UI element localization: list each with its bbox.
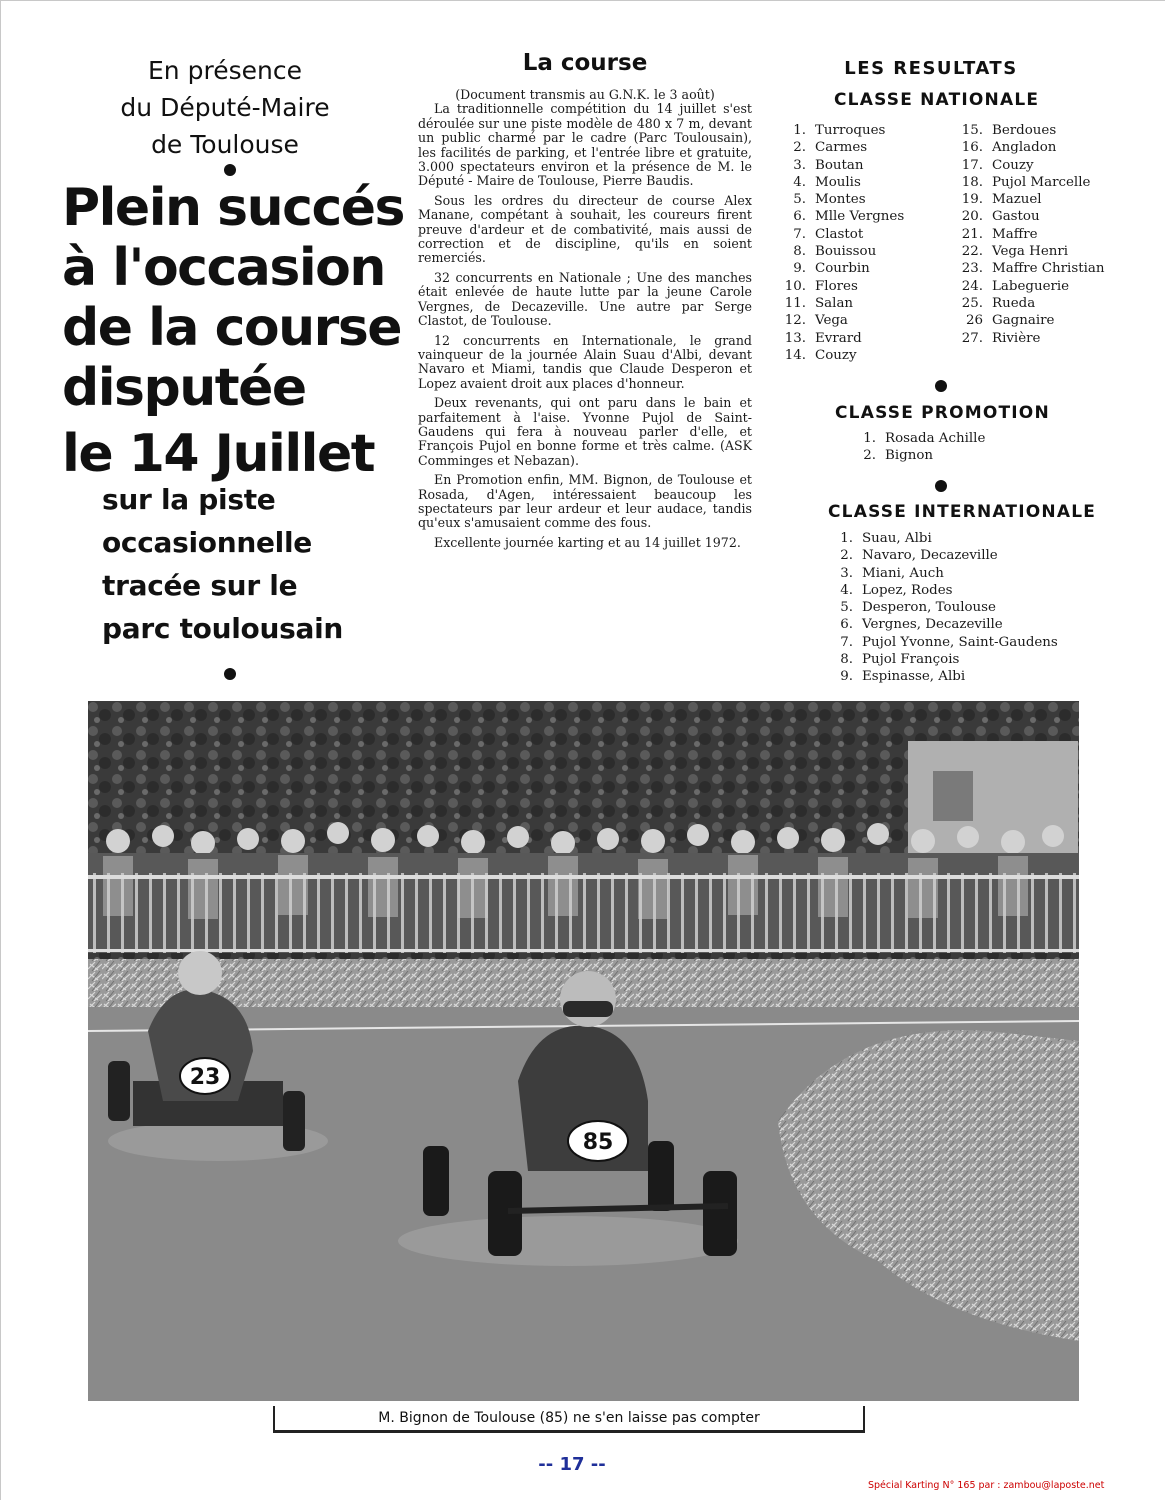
subhead-line: parc toulousain xyxy=(102,612,344,645)
driver-name: Gastou xyxy=(992,209,1040,225)
rank: 5. xyxy=(793,192,806,208)
page-border-top xyxy=(0,0,1165,1)
rank: 10. xyxy=(784,278,806,294)
result-row xyxy=(960,157,1105,174)
driver-name: Mazuel xyxy=(992,192,1042,208)
rank: 7. xyxy=(840,634,853,650)
intro-line: de Toulouse xyxy=(151,130,299,159)
result-row xyxy=(960,226,1105,243)
rank: 18. xyxy=(961,174,983,190)
driver-name: Espinasse, Albi xyxy=(862,669,966,685)
result-row xyxy=(782,226,904,243)
driver-name: Suau, Albi xyxy=(862,531,932,546)
rank: 1. xyxy=(793,123,806,138)
driver-name: Berdoues xyxy=(992,123,1057,138)
internationale-list xyxy=(815,530,1058,686)
driver-name: Angladon xyxy=(992,140,1057,156)
result-row xyxy=(782,243,904,260)
result-row xyxy=(815,634,1058,651)
article-paragraph: 12 concurrents en Internationale, le grand vainqueur de la journée Alain Suau d'Albi, devant Navaro et Miami, tandis que Claude Desperon et Lopez avaient droit aux places d'honneur. xyxy=(418,332,752,391)
result-row xyxy=(836,447,985,464)
photo-caption: M. Bignon de Toulouse (85) ne s'en laisse pas compter xyxy=(273,1406,865,1433)
article-paragraph: En Promotion enfin, MM. Bignon, de Toulouse et Rosada, d'Agen, intéressaient beaucoup les spectateurs par leur ardeur et leur audace, tandis qu'eux s'amusaient comme des fous. xyxy=(418,472,752,531)
driver-name: Boutan xyxy=(815,157,864,173)
driver-name: Bignon xyxy=(885,448,934,464)
rank: 27. xyxy=(961,330,983,346)
driver-name: Bouissou xyxy=(815,244,877,260)
promotion-title: CLASSE PROMOTION xyxy=(835,403,1050,423)
article-paragraph: Deux revenants, qui ont paru dans le bain et parfaitement à l'aise. Yvonne Pujol de Saint-Gaudens qui fera à nouveau parler d'elle, et François Pujol en bonne forme et très calme. (ASK Comminges et Nebazan). xyxy=(418,395,752,468)
rank: 8. xyxy=(840,652,853,668)
driver-name: Flores xyxy=(815,278,858,294)
headline-line: disputée xyxy=(62,358,306,418)
result-row xyxy=(815,616,1058,633)
rank: 9. xyxy=(840,669,853,685)
article-paragraph: 32 concurrents en Nationale ; Une des manches était enlevée de haute lutte par la jeune Carole Vergnes, de Decazeville. Une autre par Serge Clastot, de Toulouse. xyxy=(418,269,752,329)
rank: 1. xyxy=(863,431,876,446)
rank: 21. xyxy=(961,226,983,242)
rank: 11. xyxy=(784,295,806,311)
results-title: LES RESULTATS xyxy=(844,58,1018,79)
internationale-title: CLASSE INTERNATIONALE xyxy=(828,502,1097,522)
headline-line: à l'occasion xyxy=(62,238,385,298)
headline-line: le 14 Juillet xyxy=(62,424,375,484)
result-row xyxy=(960,191,1105,208)
result-row xyxy=(782,122,904,139)
page-number: -- 17 -- xyxy=(538,1454,606,1475)
headline xyxy=(62,178,412,484)
result-row xyxy=(836,430,985,447)
footer-credit: Spécial Karting N° 165 par : zambou@laposte.net xyxy=(868,1480,1105,1491)
article-body xyxy=(418,88,752,555)
rank: 24. xyxy=(961,278,983,294)
result-row xyxy=(782,330,904,347)
result-row xyxy=(782,260,904,277)
result-row xyxy=(782,347,904,364)
rank: 3. xyxy=(793,157,806,173)
driver-name: Turroques xyxy=(815,123,886,138)
result-row xyxy=(960,139,1105,156)
driver-name: Vergnes, Decazeville xyxy=(862,617,1003,633)
rank: 9. xyxy=(793,261,806,277)
driver-name: Vega Henri xyxy=(992,244,1069,260)
driver-name: Courbin xyxy=(815,261,870,277)
subhead-line: tracée sur le xyxy=(102,569,298,602)
driver-name: Rivière xyxy=(992,330,1041,346)
article-paragraph: La traditionnelle compétition du 14 juillet s'est déroulée sur une piste modèle de 480 x 7 m, devant un public charmé par le cadre (Parc Toulousain), les facilités de parking, et l'entrée libre et gratuite, 3.000 spectateurs environ et la présence de M. le Député - Maire de Toulouse, Pierre Baudis. xyxy=(418,101,752,189)
result-row xyxy=(960,278,1105,295)
headline-line: Plein succés xyxy=(62,178,404,238)
result-row xyxy=(815,599,1058,616)
article-paragraph: Excellente journée karting et au 14 juillet 1972. xyxy=(434,534,741,550)
driver-name: Gagnaire xyxy=(992,313,1055,329)
kart-number-85: 85 xyxy=(582,1130,614,1155)
nationale-list-left xyxy=(782,122,904,364)
rank: 16. xyxy=(961,140,983,156)
bullet-separator xyxy=(224,668,236,680)
rank: 19. xyxy=(961,192,983,208)
nationale-title: CLASSE NATIONALE xyxy=(834,90,1040,110)
rank: 26 xyxy=(965,313,983,329)
rank: 23. xyxy=(961,261,983,277)
rank: 14. xyxy=(784,347,806,363)
driver-name: Rosada Achille xyxy=(885,431,986,446)
intro-line: En présence xyxy=(148,56,302,85)
rank: 6. xyxy=(793,209,806,225)
result-row xyxy=(960,295,1105,312)
driver-name: Mlle Vergnes xyxy=(815,209,905,225)
driver-name: Pujol Yvonne, Saint-Gaudens xyxy=(862,634,1058,650)
rank: 12. xyxy=(784,313,806,329)
driver-name: Couzy xyxy=(992,157,1034,173)
bullet-separator xyxy=(935,380,947,392)
driver-name: Montes xyxy=(815,192,866,208)
driver-name: Maffre xyxy=(992,226,1038,242)
driver-name: Rueda xyxy=(992,295,1036,311)
result-row xyxy=(960,312,1105,329)
result-row xyxy=(782,295,904,312)
driver-name: Labeguerie xyxy=(992,278,1070,294)
result-row xyxy=(782,278,904,295)
result-row xyxy=(782,139,904,156)
driver-name: Navaro, Decazeville xyxy=(862,548,998,564)
bullet-separator xyxy=(935,480,947,492)
result-row xyxy=(960,330,1105,347)
result-row xyxy=(815,565,1058,582)
headline-line: de la course xyxy=(62,298,402,358)
result-row xyxy=(960,243,1105,260)
driver-name: Carmes xyxy=(815,140,868,156)
driver-name: Desperon, Toulouse xyxy=(862,600,996,616)
result-row xyxy=(782,174,904,191)
rank: 4. xyxy=(840,582,853,598)
page-border-left xyxy=(0,0,1,1500)
rank: 7. xyxy=(793,226,806,242)
intro-block xyxy=(110,52,340,163)
intro-line: du Député-Maire xyxy=(120,93,330,122)
driver-name: Maffre Christian xyxy=(992,261,1105,277)
rank: 13. xyxy=(784,330,806,346)
driver-name: Pujol François xyxy=(862,652,960,668)
driver-name: Miani, Auch xyxy=(862,565,944,581)
result-row xyxy=(815,651,1058,668)
rank: 8. xyxy=(793,244,806,260)
result-row xyxy=(815,668,1058,685)
rank: 4. xyxy=(793,174,806,190)
driver-name: Moulis xyxy=(815,174,861,190)
result-row xyxy=(815,547,1058,564)
result-row xyxy=(815,530,1058,547)
nationale-list-right xyxy=(960,122,1105,347)
driver-name: Salan xyxy=(815,295,854,311)
driver-name: Clastot xyxy=(815,226,864,242)
result-row xyxy=(815,582,1058,599)
article-title: La course xyxy=(522,50,648,76)
result-row xyxy=(960,260,1105,277)
result-row xyxy=(960,122,1105,139)
driver-name: Lopez, Rodes xyxy=(862,582,953,598)
result-row xyxy=(782,312,904,329)
rank: 2. xyxy=(863,448,876,464)
driver-name: Pujol Marcelle xyxy=(992,174,1091,190)
subhead-line: sur la piste xyxy=(102,483,276,516)
rank: 5. xyxy=(840,600,853,616)
result-row xyxy=(782,157,904,174)
rank: 2. xyxy=(840,548,853,564)
rank: 20. xyxy=(961,209,983,225)
driver-name: Evrard xyxy=(815,330,862,346)
race-photo xyxy=(88,701,1079,1401)
driver-name: Vega xyxy=(815,313,848,329)
rank: 25. xyxy=(961,295,983,311)
subheadline xyxy=(102,478,402,650)
article-paragraph: Sous les ordres du directeur de course Alex Manane, compétant à souhait, les coureurs firent preuve d'ardeur et de combativité, mais aussi de correction et de discipline, qu'ils en soient remerciés. xyxy=(418,192,752,266)
subhead-line: occasionnelle xyxy=(102,526,312,559)
rank: 17. xyxy=(961,157,983,173)
bullet-separator xyxy=(224,164,236,176)
rank: 2. xyxy=(793,140,806,156)
rank: 6. xyxy=(840,617,853,633)
article-source: (Document transmis au G.N.K. le 3 août) xyxy=(455,87,715,102)
kart-number-23: 23 xyxy=(189,1065,221,1090)
result-row xyxy=(960,208,1105,225)
rank: 22. xyxy=(961,244,983,260)
driver-name: Couzy xyxy=(815,347,857,363)
rank: 3. xyxy=(840,565,853,581)
result-row xyxy=(782,191,904,208)
promotion-list xyxy=(836,430,985,465)
result-row xyxy=(782,208,904,225)
rank: 1. xyxy=(840,531,853,546)
result-row xyxy=(960,174,1105,191)
rank: 15. xyxy=(961,123,983,138)
